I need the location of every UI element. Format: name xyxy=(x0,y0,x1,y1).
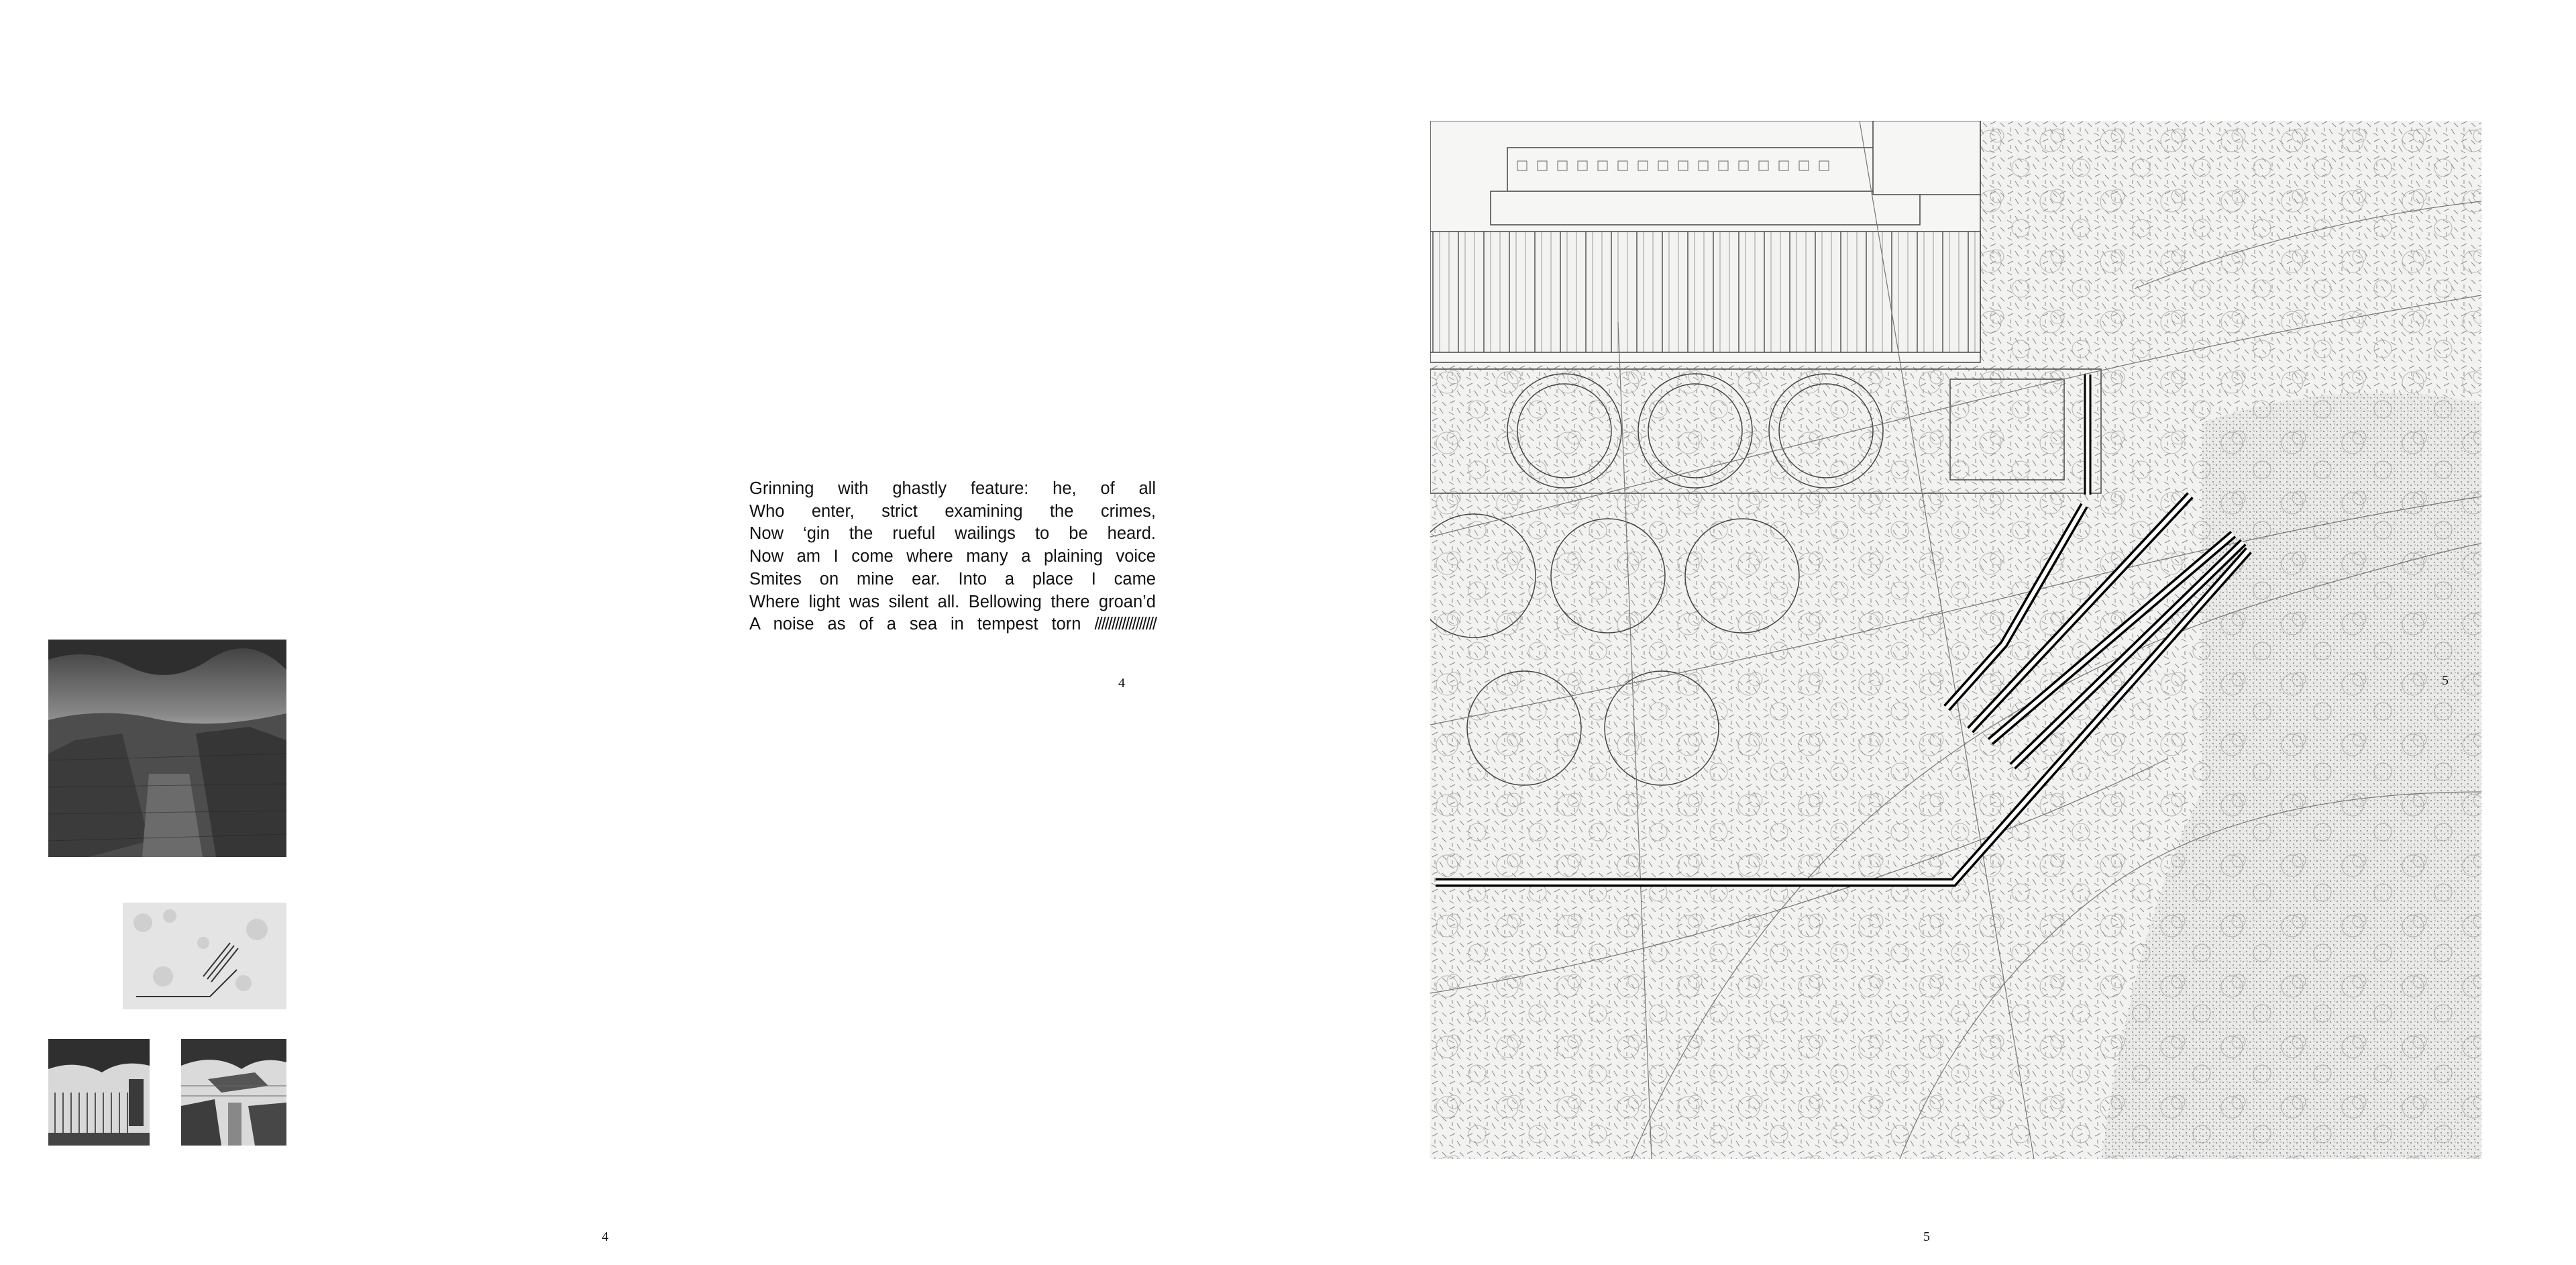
right-page-number: 5 xyxy=(1923,1229,1930,1244)
collage-thumbnail-b[interactable] xyxy=(181,1039,286,1146)
poem-line: Where light was silent all. Bellowing there groan’d xyxy=(749,592,1156,611)
collage-thumbnail-a[interactable] xyxy=(48,1039,150,1146)
site-plan-sketch-image xyxy=(123,903,286,1009)
poem-line: Smites on mine ear. Into a place I came xyxy=(749,569,1156,589)
plan-side-marker: 5 xyxy=(2442,673,2449,688)
engraving-landscape-image xyxy=(48,640,286,857)
poem-line: Now am I come where many a plaining voice xyxy=(749,547,1156,566)
site-plan-sketch-thumbnail[interactable] xyxy=(123,903,286,1009)
poem-trailing-slashes: ////////////////// xyxy=(1094,615,1156,634)
poem-text-block xyxy=(749,478,1156,636)
collage-image-a xyxy=(48,1039,150,1146)
site-plan-image xyxy=(1430,121,2481,1159)
poem-line-text: A noise as of a sea in tempest torn xyxy=(749,615,1081,634)
collage-image-b xyxy=(181,1039,286,1146)
poem-line: Who enter, strict examining the crimes, xyxy=(749,501,1156,521)
poem-page-marker: 4 xyxy=(1118,676,1125,691)
engraving-landscape-thumbnail[interactable] xyxy=(48,640,286,857)
hatched-site-plan-drawing[interactable] xyxy=(1430,121,2481,1159)
poem-line: Grinning with ghastly feature: he, of all xyxy=(749,479,1156,498)
poem-last-line xyxy=(749,613,1156,636)
poem-line: Now ‘gin the rueful wailings to be heard. xyxy=(749,524,1156,544)
left-page-number: 4 xyxy=(602,1229,608,1244)
